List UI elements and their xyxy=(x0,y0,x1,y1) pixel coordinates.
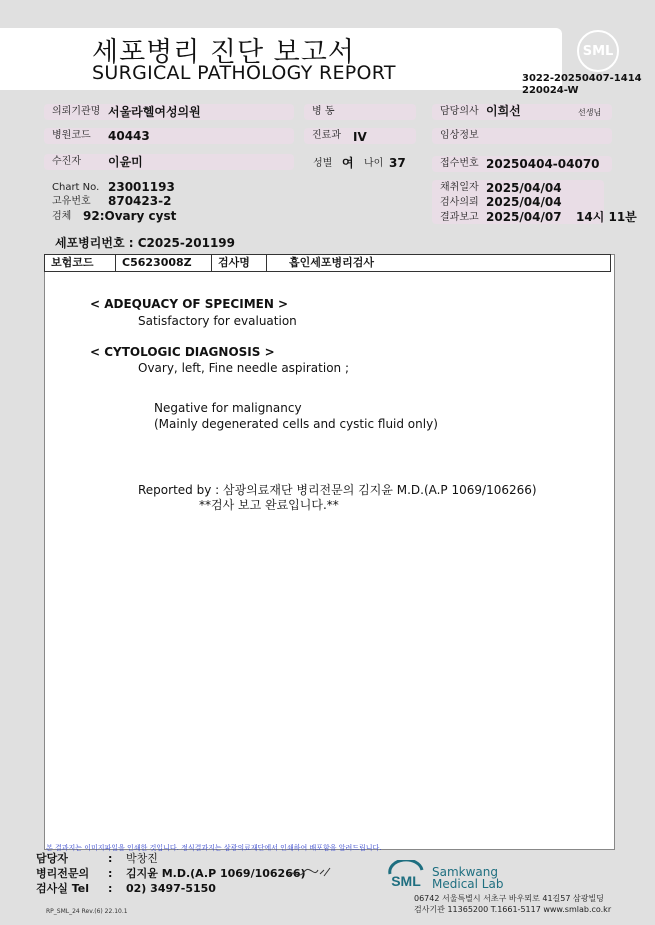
patient-label: 수진자 xyxy=(52,156,81,167)
test-name-value: 흡인세포병리검사 xyxy=(289,256,375,269)
patient-field xyxy=(44,154,294,170)
report-date-label: 결과보고 xyxy=(440,212,479,223)
report-complete-note: **검사 보고 완료입니다.** xyxy=(199,498,339,512)
lab-agency-line: 검사기관 11365200 T.1661-5117 www.smlab.co.kr xyxy=(414,905,612,914)
doctor-suffix: 선생님 xyxy=(578,108,602,117)
ward-label: 병 동 xyxy=(312,106,335,117)
department-label: 진료과 xyxy=(312,130,341,141)
diagnosis-line3: (Mainly degenerated cells and cystic fluid only) xyxy=(154,417,438,431)
report-title-korean: 세포병리 진단 보고서 xyxy=(92,37,355,68)
cytology-number: 세포병리번호 : C2025-201199 xyxy=(55,236,235,250)
lab-tel-value: 02) 3497-5150 xyxy=(126,882,216,895)
lab-address xyxy=(414,893,611,915)
report-time-value: 14시 11분 xyxy=(576,210,637,224)
samkwang-logo-icon xyxy=(386,860,426,890)
specimen-label: 검체 xyxy=(52,211,72,222)
age-value: 37 xyxy=(389,156,406,170)
requesting-org-label: 의뢰기관명 xyxy=(52,106,101,117)
receipt-no-label: 접수번호 xyxy=(440,158,479,169)
report-id xyxy=(522,73,642,97)
manager-label: 담당자 xyxy=(36,852,68,865)
department-value: IV xyxy=(353,130,367,144)
report-title-english: SURGICAL PATHOLOGY REPORT xyxy=(92,62,396,84)
report-id-line2: 220024-W xyxy=(522,85,579,96)
diagnosis-heading: < CYTOLOGIC DIAGNOSIS > xyxy=(90,345,275,359)
specimen-value: 92:Ovary cyst xyxy=(83,209,177,223)
doctor-label: 담당의사 xyxy=(440,106,479,117)
footer-notice: 본 결과지는 이미지파일을 인쇄한 것입니다. 정식결과지는 삼광의료재단에서 인쇄하여 배포함을 알려드립니다. xyxy=(46,844,382,852)
age-label: 나이 xyxy=(364,158,384,169)
request-date-value: 2025/04/04 xyxy=(486,195,562,209)
company-name xyxy=(432,866,503,890)
sex-label: 성별 xyxy=(313,158,333,169)
sml-logo-text: SML xyxy=(391,873,421,889)
unique-no-value: 870423-2 xyxy=(108,194,172,208)
pathologist-label: 병리전문의 xyxy=(36,867,90,880)
insurance-code-value: C5623008Z xyxy=(116,255,212,271)
lab-tel-colon: : xyxy=(108,882,113,895)
adequacy-heading: < ADEQUACY OF SPECIMEN > xyxy=(90,297,289,311)
hospital-code-value: 40443 xyxy=(108,129,150,143)
receipt-no-value: 20250404-04070 xyxy=(486,157,600,171)
patient-value: 이윤미 xyxy=(108,155,143,169)
collect-date-label: 채취일자 xyxy=(440,182,479,193)
adequacy-text: Satisfactory for evaluation xyxy=(138,314,297,328)
lab-address-line: 06742 서울특별시 서초구 바우뫼로 41길57 삼광빌딩 xyxy=(414,894,604,903)
manager-value: 박창진 xyxy=(126,852,158,865)
sml-logo-icon: SML xyxy=(577,30,619,72)
report-id-line1: 3022-20250407-1414 xyxy=(522,73,642,84)
form-revision: RP_SML_24 Rev.(6) 22.10.1 xyxy=(46,908,128,915)
hospital-code-label: 병원코드 xyxy=(52,130,91,141)
report-date-value: 2025/04/07 xyxy=(486,210,562,224)
ward-field xyxy=(304,104,416,120)
clinical-info-label: 임상정보 xyxy=(440,130,479,141)
request-date-label: 검사의뢰 xyxy=(440,197,479,208)
doctor-value: 이희선 xyxy=(486,104,521,118)
manager-colon: : xyxy=(108,852,113,865)
insurance-code-label: 보험코드 xyxy=(45,255,116,271)
company-name-line2: Medical Lab xyxy=(432,877,504,891)
chart-no-label: Chart No. xyxy=(52,182,100,193)
chart-no-value: 23001193 xyxy=(108,180,175,194)
diagnosis-line1: Ovary, left, Fine needle aspiration ; xyxy=(138,361,350,375)
pathologist-value: 김지윤 M.D.(A.P 1069/106266) xyxy=(126,867,306,880)
diagnosis-line2: Negative for malignancy xyxy=(154,401,302,415)
collect-date-value: 2025/04/04 xyxy=(486,181,562,195)
lab-tel-label: 검사실 Tel xyxy=(36,882,89,895)
unique-no-label: 고유번호 xyxy=(52,196,91,207)
test-table-row xyxy=(44,254,611,272)
company-name-line1: Samkwang xyxy=(432,865,498,879)
hospital-code-field xyxy=(44,128,294,144)
signature-icon xyxy=(286,864,332,882)
pathologist-colon: : xyxy=(108,867,113,880)
clinical-info-field xyxy=(432,128,612,144)
test-name-label: 검사명 xyxy=(212,255,267,271)
reported-by: Reported by : 삼광의료재단 병리전문의 김지윤 M.D.(A.P 1069/106266) xyxy=(138,483,537,497)
sex-value: 여 xyxy=(342,156,354,170)
requesting-org-value: 서울라헬여성의원 xyxy=(108,105,201,119)
